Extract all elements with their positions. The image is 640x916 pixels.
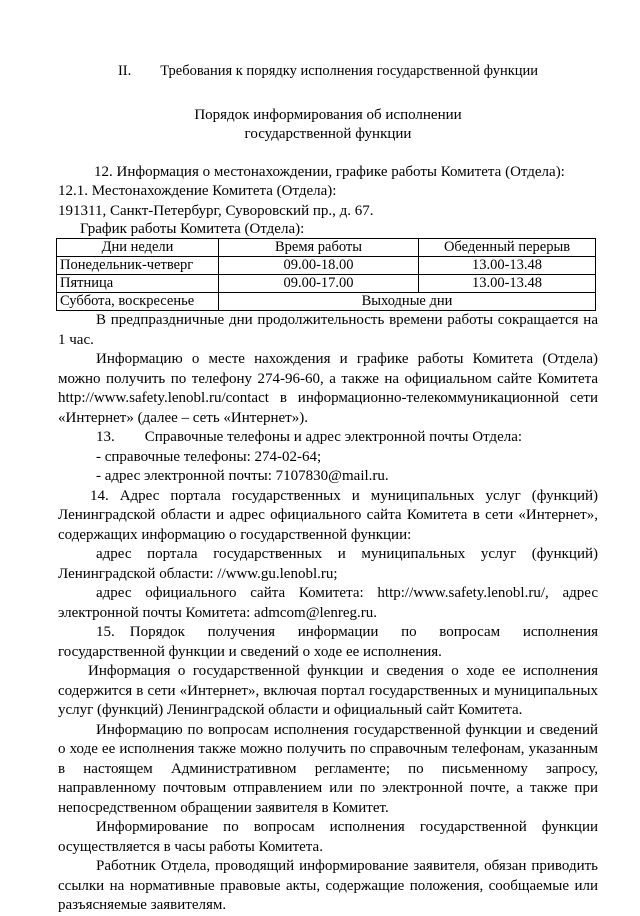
paragraph-12-1: 12.1. Местонахождение Комитета (Отдела):: [58, 183, 337, 199]
table-cell: 09.00-18.00: [219, 257, 419, 275]
info-location-paragraph: Информацию о месте нахождения и графике работы Комитета (Отдела) можно получить по телефону 274-96-60, а также на официальном сайте Комитета http://www.safety.lenobl.ru/contact в информационно-телекоммуникационной сети «Интернет» (далее – сеть «Интернет»).: [58, 351, 598, 426]
table-header-cell: Время работы: [219, 239, 419, 257]
table-header-row: [57, 239, 596, 257]
site-address: адрес официального сайта Комитета: http://www.safety.lenobl.ru/, адрес электронной почты Комитета: admcom@lenreg.ru.: [58, 585, 598, 621]
reference-phones: - справочные телефоны: 274-02-64;: [96, 448, 322, 465]
table-cell: 09.00-17.00: [219, 275, 419, 293]
table-cell: Пятница: [57, 275, 219, 293]
schedule-caption: График работы Комитета (Отдела):: [80, 221, 305, 237]
paragraph-15: 15. Порядок получения информации по вопросам исполнения государственной функции и сведений о ходе ее исполнения.: [58, 624, 598, 660]
paragraph-15-internet: Информация о государственной функции и сведения о ходе ее исполнения содержится в сети «Интернет», включая портал государственных и муниципальных услуг (функций) Ленинградской области и официальный сайт Комитета.: [58, 663, 598, 718]
paragraph-15-phones: Информацию по вопросам исполнения государственной функции и сведений о ходе ее исполнения также можно получить по справочным телефонам, указанным в настоящем Административном регламенте; по письменному запросу, направленному почтовым отправлением или по электронной почте, а также при непосредственном обращении заявителя в Комитет.: [58, 721, 598, 816]
table-header-cell: Обеденный перерыв: [419, 239, 596, 257]
paragraph-13: 13. Справочные телефоны и адрес электронной почты Отдела:: [96, 429, 523, 445]
paragraph-15-worker: Работник Отдела, проводящий информирование заявителя, обязан приводить ссылки на нормативные правовые акты, содержащие положения, сообщаемые или разъясняемые заявителям.: [58, 858, 598, 913]
schedule-table: [56, 238, 596, 311]
email-address: - адрес электронной почты: 7107830@mail.ru.: [96, 468, 389, 484]
subsection-title-line2: государственной функции: [244, 126, 412, 142]
subsection-title-line1: Порядок информирования об исполнении: [194, 106, 462, 123]
table-header-cell: Дни недели: [57, 239, 219, 257]
table-cell: 13.00-13.48: [419, 257, 596, 275]
paragraph-12: 12. Информация о местонахождении, графике работы Комитета (Отдела):: [94, 163, 565, 180]
table-cell: Выходные дни: [219, 293, 596, 311]
paragraph-14: 14. Адрес портала государственных и муниципальных услуг (функций) Ленинградской области и адрес официального сайта Комитета в сети «Интернет», содержащих информацию о государственной функции:: [58, 487, 598, 543]
table-cell: Суббота, воскресенье: [57, 293, 219, 311]
address-text: 191311, Санкт-Петербург, Суворовский пр., д. 67.: [58, 202, 374, 219]
document-page: [58, 58, 598, 916]
section-title: II. Требования к порядку исполнения государственной функции: [117, 63, 539, 79]
table-row: [57, 293, 596, 311]
paragraph-15-hours: Информирование по вопросам исполнения государственной функции осуществляется в часы работы Комитета.: [58, 819, 598, 855]
portal-address: адрес портала государственных и муниципальных услуг (функций) Ленинградской области: //www.gu.lenobl.ru;: [58, 546, 598, 582]
table-cell: Понедельник-четверг: [57, 257, 219, 275]
table-cell: 13.00-13.48: [419, 275, 596, 293]
table-row: [57, 257, 596, 275]
holiday-note: В предпраздничные дни продолжительность времени работы сокращается на 1 час.: [58, 312, 598, 348]
table-row: [57, 275, 596, 293]
